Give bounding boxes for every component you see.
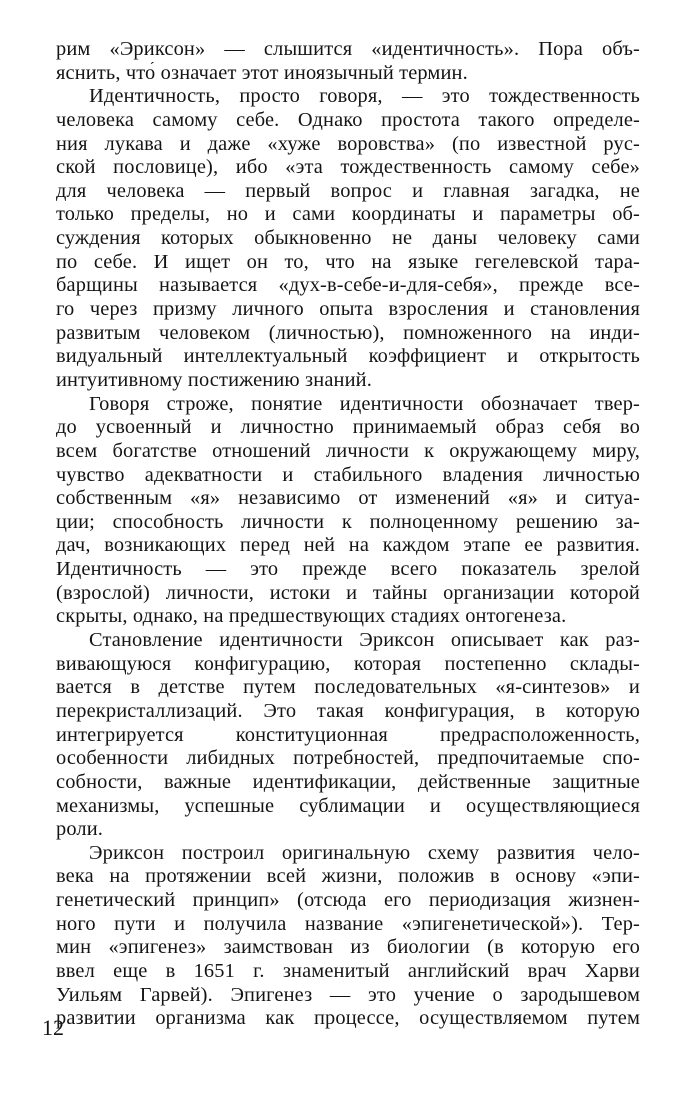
text-line: ции; способность личности к полноценному решению за- <box>56 510 640 533</box>
paragraph <box>56 85 640 392</box>
text-line: только пределы, но и сами координаты и параметры об- <box>56 203 640 226</box>
text-line: Уильям Гарвей). Эпигенез — это учение о зародышевом <box>56 983 640 1006</box>
text-line: Эриксон построил оригинальную схему развития чело- <box>89 841 640 864</box>
text-line: механизмы, успешные сублимации и осуществляющиеся <box>56 794 640 817</box>
text-line: века на протяжении всей жизни, положив в основу «эпи- <box>56 865 640 888</box>
text-line: всем богатстве отношений личности к окружающему миру, <box>56 439 640 462</box>
text-line: по себе. И ищет он то, что на языке гегелевской тара- <box>56 250 640 273</box>
text-line: дач, возникающих перед ней на каждом этапе ее развития. <box>56 534 640 557</box>
text-line: особенности либидных потребностей, предпочитаемые спо- <box>56 747 640 770</box>
text-line: мин «эпигенез» заимствован из биологии (в которую его <box>56 936 640 959</box>
paragraph <box>56 629 640 842</box>
text-line: ввел еще в 1651 г. знаменитый английский врач Харви <box>56 959 640 982</box>
text-line: вается в детстве путем последовательных «я-синтезов» и <box>56 676 640 699</box>
text-line: скрыты, однако, на предшествующих стадиях онтогенеза. <box>56 605 567 628</box>
text-line: интуитивному постижению знаний. <box>56 368 372 391</box>
text-line: роли. <box>56 818 104 841</box>
text-line: перекристаллизаций. Это такая конфигурация, в которую <box>56 699 640 722</box>
text-line: развитым человеком (личностью), помноженного на инди- <box>56 321 640 344</box>
text-line: до усвоенный и личностно принимаемый образ себя во <box>56 416 640 439</box>
text-line: собности, важные идентификации, действенные защитные <box>56 770 640 793</box>
text-line: ния лукава и даже «хуже воровства» (по известной рус- <box>56 132 640 155</box>
text-line: Становление идентичности Эриксон описывает как раз- <box>89 629 640 652</box>
text-line: чувство адекватности и стабильного владения личностью <box>56 463 640 486</box>
page-number: 12 <box>42 1015 64 1040</box>
paragraph <box>56 842 640 1031</box>
paragraph <box>56 38 640 85</box>
text-line: рим «Эриксон» — слышится «идентичность». Пора объ- <box>56 38 640 60</box>
text-line: вивающуюся конфигурацию, которая постепенно склады- <box>56 652 640 675</box>
text-line: ного пути и получила название «эпигенетической»). Тер- <box>56 912 640 935</box>
text-line: (взрослой) личности, истоки и тайны организации которой <box>56 581 640 604</box>
text-line: видуальный интеллектуальный коэффициент и открытость <box>56 345 640 368</box>
text-line: Говоря строже, понятие идентичности обозначает твер- <box>89 392 640 415</box>
text-line: собственным «я» независимо от изменений «я» и ситуа- <box>56 487 640 510</box>
text-line: барщины называется «дух-в-себе-и-для-себя», прежде все- <box>56 274 640 297</box>
text-line: го через призму личного опыта взросления и становления <box>56 298 640 321</box>
paragraph <box>56 393 640 629</box>
text-line: яснить, что́ означает этот иноязычный термин. <box>56 61 468 84</box>
text-line: генетический принцип» (отсюда его периодизация жизнен- <box>56 889 640 912</box>
text-line: человека самому себе. Однако простота такого определе- <box>56 108 640 131</box>
text-line: Идентичность — это прежде всего показатель зрелой <box>56 558 640 581</box>
text-line: Идентичность, просто говоря, — это тождественность <box>89 85 640 108</box>
text-line: ской пословице), ибо «эта тождественность самому себе» <box>56 156 640 179</box>
text-line: развитии организма как процессе, осуществляемом путем <box>56 1007 640 1030</box>
text-line: интегрируется конституционная предрасположенность, <box>56 723 640 746</box>
text-line: суждения которых обыкновенно не даны человеку сами <box>56 227 640 250</box>
page-body-text <box>56 38 640 1031</box>
text-line: для человека — первый вопрос и главная загадка, не <box>56 179 640 202</box>
